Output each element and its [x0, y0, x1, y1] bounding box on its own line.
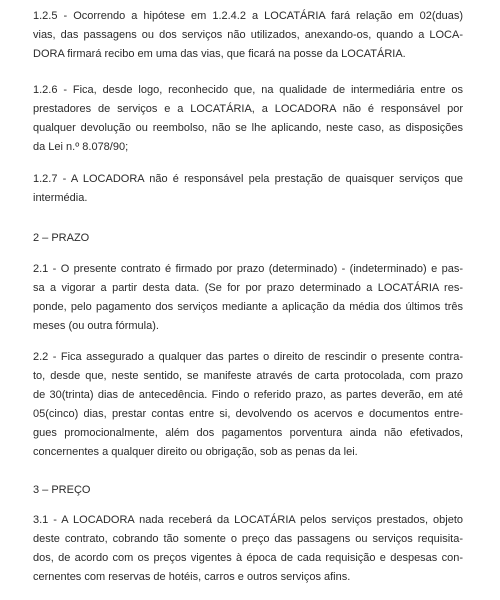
section-heading-preco: 3 – PREÇO — [33, 484, 91, 496]
section-heading-prazo: 2 – PRAZO — [33, 232, 90, 244]
clause-3-1 — [33, 511, 463, 587]
text-line: da Lei n.º 8.078/90; — [33, 141, 129, 153]
text-line: 1.2.7 - A LOCADORA não é responsável pela prestação de quaisquer serviços que — [33, 173, 463, 185]
clause-1-2-6 — [33, 81, 463, 157]
text-line: dos, de acordo com os preços vigentes à época de cada requisição e despesas con- — [33, 552, 463, 564]
text-line: 1.2.6 - Fica, desde logo, reconhecido que, na qualidade de intermediária entre os — [33, 84, 463, 96]
text-line: ponde, pelo pagamento dos serviços mediante a aplicação da média dos últimos três — [33, 301, 463, 313]
text-line: qualquer devolução ou reembolso, não se lhe aplicando, neste caso, as disposições — [33, 122, 463, 134]
clause-2-1 — [33, 260, 463, 336]
clause-2-2 — [33, 348, 463, 462]
text-line: 2.2 - Fica assegurado a qualquer das partes o direito de rescindir o presente contra- — [33, 351, 463, 363]
text-line: concernentes a qualquer direito ou obrigação, sob as penas da lei. — [33, 446, 358, 458]
text-line: 1.2.5 - Ocorrendo a hipótese em 1.2.4.2 a LOCATÁRIA fará relação em 02(duas) — [33, 10, 463, 22]
text-line: 05(cinco) dias, prestar contas entre si, devolvendo os acervos e documentos entre- — [33, 408, 463, 420]
text-line: sa a vigorar a partir desta data. (Se for por prazo determinado a LOCATÁRIA res- — [33, 282, 463, 294]
text-line: DORA firmará recibo em uma das vias, que ficará na posse da LOCATÁRIA. — [33, 48, 406, 60]
text-line: cernentes com reservas de hotéis, carros e outros serviços afins. — [33, 571, 351, 583]
text-line: to, desde que, neste sentido, se manifeste através de carta protocolada, com prazo — [33, 370, 463, 382]
text-line: meses (ou outra fórmula). — [33, 320, 159, 332]
clause-1-2-5 — [33, 7, 463, 64]
text-line: 3.1 - A LOCADORA nada receberá da LOCATÁRIA pelos serviços prestados, objeto — [33, 514, 463, 526]
text-line: intermédia. — [33, 192, 88, 204]
text-line: deste contrato, cobrando tão somente o preço das passagens ou serviços requisita- — [33, 533, 463, 545]
text-line: vias, das passagens ou dos serviços não utilizados, anexando-os, quando a LOCA- — [33, 29, 463, 41]
text-line: prestadores de serviços e a LOCATÁRIA, a LOCADORA não é responsável por — [33, 103, 463, 115]
text-line: gues promocionalmente, além dos pagamentos porventura ainda não efetivados, — [33, 427, 463, 439]
clause-1-2-7 — [33, 170, 463, 208]
text-line: de 30(trinta) dias de antecedência. Findo o referido prazo, as partes deverão, em até — [33, 389, 463, 401]
text-line: 2.1 - O presente contrato é firmado por prazo (determinado) - (indeterminado) e pas- — [33, 263, 463, 275]
